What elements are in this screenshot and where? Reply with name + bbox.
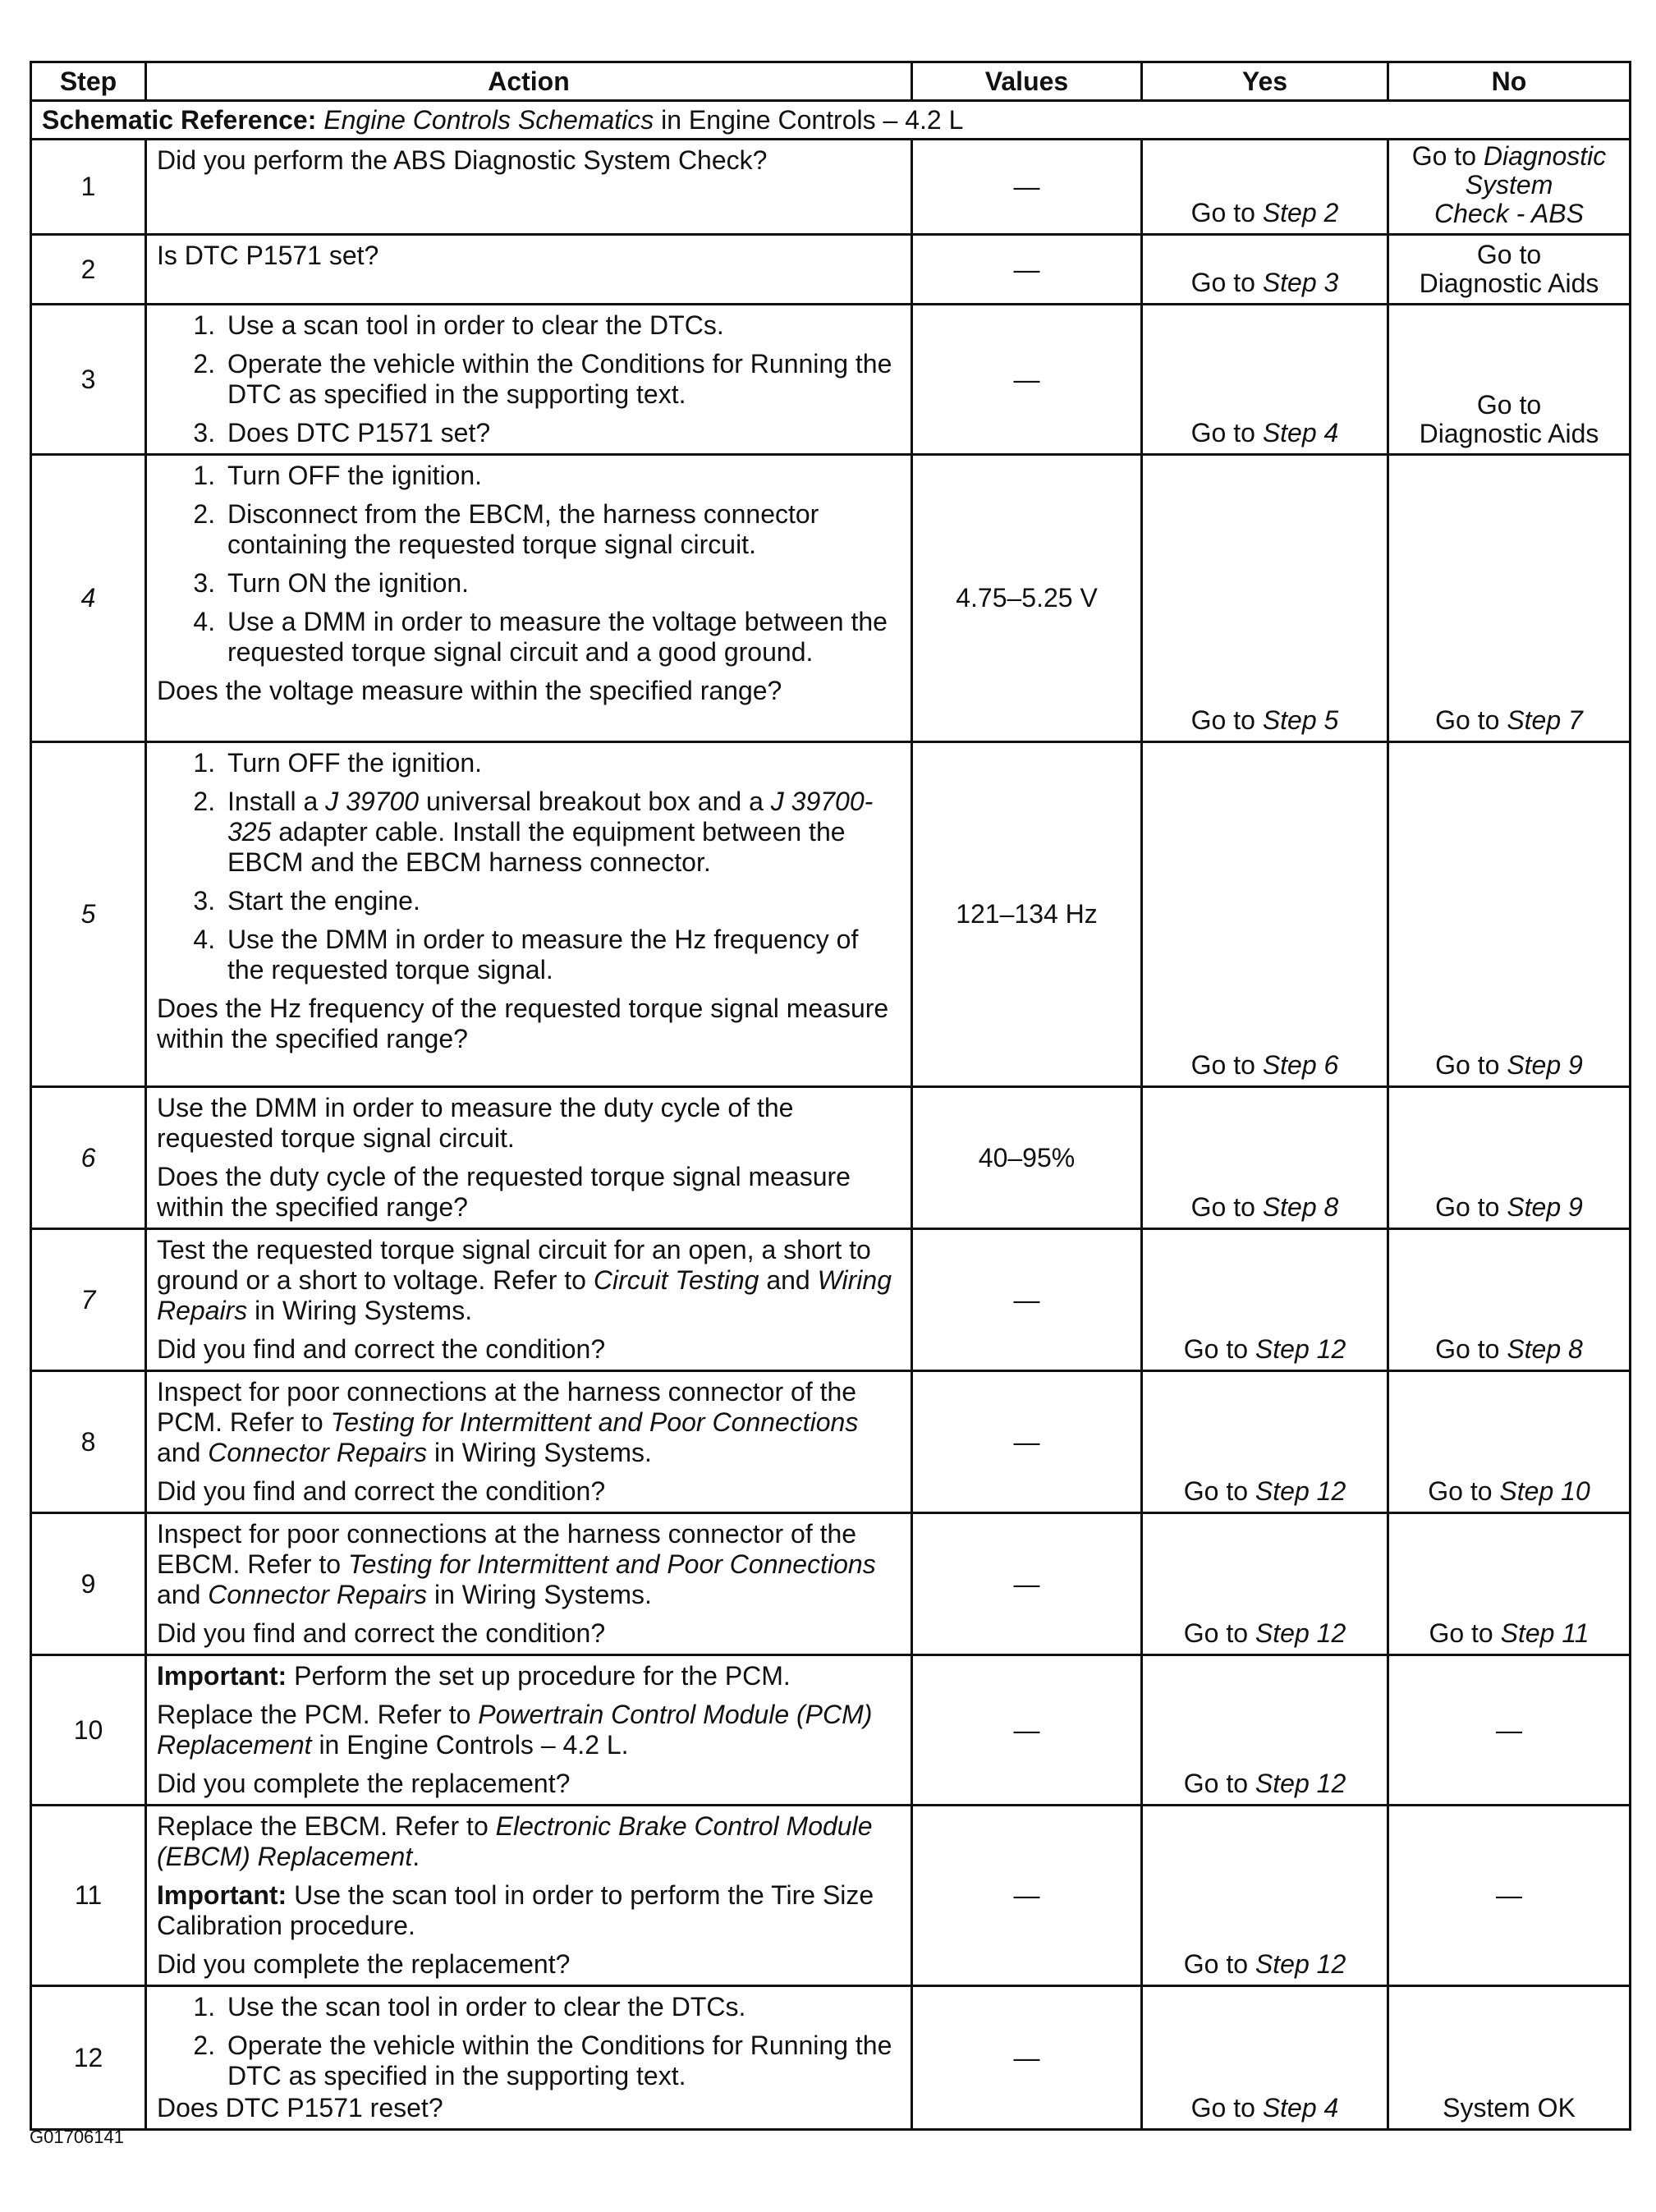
reference-link[interactable]: Testing for Intermittent and Poor Connections (330, 1407, 859, 1437)
values-cell: — (912, 1229, 1142, 1371)
instruction-text: Use the DMM in order to measure the duty cycle of the requested torque signal circuit. (157, 1093, 794, 1153)
list-item: 3. Start the engine. (222, 886, 901, 916)
instruction-text: Inspect for poor connections at the harness connector of the EBCM. Refer to Testing for Intermittent and Poor Connections and Connector Repairs in Wiring Systems. (157, 1519, 876, 1609)
tool-ref: J 39700 (325, 787, 420, 816)
step-number: 4 (31, 455, 146, 742)
figure-id: G01706141 (30, 2127, 124, 2147)
values-cell: — (912, 140, 1142, 235)
yes-cell: Go to Step 6 (1142, 742, 1388, 1087)
step-number: 12 (31, 1986, 146, 2130)
yes-cell: Go to Step 12 (1142, 1371, 1388, 1513)
table-row (31, 742, 1631, 1087)
no-cell: — (1388, 1655, 1631, 1806)
question-text: Does DTC P1571 reset? (157, 2093, 443, 2123)
values-cell: 40–95% (912, 1087, 1142, 1229)
step-link[interactable]: Step 2 (1262, 198, 1339, 227)
list-item: 1. Use a scan tool in order to clear the DTCs. (222, 310, 901, 341)
tool-ref: J 39700-325 (227, 787, 874, 847)
values-cell: — (912, 1655, 1142, 1806)
list-item: 1. Use the scan tool in order to clear the DTCs. (222, 1992, 901, 2022)
step-link[interactable]: Step 8 (1262, 1192, 1339, 1222)
reference-link[interactable]: Connector Repairs (208, 1580, 428, 1609)
yes-cell: Go to Step 3 (1142, 235, 1388, 305)
question-text: Does the voltage measure within the specified range? (157, 676, 782, 705)
table-row (31, 455, 1631, 742)
no-cell: Go to Step 9 (1388, 1087, 1631, 1229)
list-item: 1. Turn OFF the ignition. (222, 461, 901, 491)
list-item: 3. Does DTC P1571 set? (222, 418, 901, 448)
action-cell (146, 742, 912, 1087)
yes-cell: Go to Step 12 (1142, 1806, 1388, 1986)
table-row (31, 1806, 1631, 1986)
step-link[interactable]: Step 4 (1262, 418, 1339, 447)
yes-cell: Go to Step 4 (1142, 305, 1388, 455)
action-cell (146, 455, 912, 742)
schematic-reference-link[interactable]: Engine Controls Schematics (323, 104, 654, 135)
diagnostic-aids-link[interactable]: Diagnostic Aids (1419, 268, 1599, 298)
yes-cell: Go to Step 8 (1142, 1087, 1388, 1229)
step-link[interactable]: Step 3 (1262, 268, 1339, 297)
list-item: 2. Disconnect from the EBCM, the harness connector containing the requested torque signal circuit. (222, 499, 901, 560)
action-cell (146, 1986, 912, 2130)
action-cell (146, 1513, 912, 1655)
action-cell: Did you perform the ABS Diagnostic System Check? (146, 140, 912, 235)
no-cell: Go to Step 7 (1388, 455, 1631, 742)
schematic-reference: Schematic Reference: Engine Controls Schematics in Engine Controls – 4.2 L (31, 101, 1631, 140)
action-cell (146, 1371, 912, 1513)
instruction-text: Inspect for poor connections at the harness connector of the PCM. Refer to Testing for Intermittent and Poor Connections and Connector Repairs in Wiring Systems. (157, 1377, 859, 1467)
no-cell: System OK (1388, 1986, 1631, 2130)
instruction-list (157, 748, 901, 985)
table-row (31, 1087, 1631, 1229)
action-cell (146, 1806, 912, 1986)
table-row (31, 305, 1631, 455)
reference-link[interactable]: Circuit Testing (593, 1265, 759, 1295)
step-number: 5 (31, 742, 146, 1087)
action-cell (146, 1655, 912, 1806)
yes-cell: Go to Step 4 (1142, 1986, 1388, 2130)
step-link[interactable]: Step 9 (1507, 1192, 1583, 1222)
step-number: 8 (31, 1371, 146, 1513)
instruction-list (157, 310, 901, 448)
question-text: Did you find and correct the condition? (157, 1334, 606, 1364)
diagnostic-check-link[interactable]: Diagnostic (1483, 141, 1607, 171)
values-cell: 121–134 Hz (912, 742, 1142, 1087)
step-link[interactable]: Step 12 (1255, 1334, 1346, 1364)
table-row (31, 1655, 1631, 1806)
step-number: 6 (31, 1087, 146, 1229)
step-link[interactable]: Step 11 (1500, 1618, 1589, 1648)
no-cell: Go to Diagnostic Aids (1388, 235, 1631, 305)
yes-cell: Go to Step 12 (1142, 1655, 1388, 1806)
schematic-reference-row (31, 101, 1631, 140)
step-link[interactable]: Step 8 (1507, 1334, 1583, 1364)
list-item: 4. Use a DMM in order to measure the voltage between the requested torque signal circuit and a good ground. (222, 607, 901, 668)
step-link[interactable]: Step 5 (1262, 705, 1339, 735)
instruction-text: Replace the PCM. Refer to Powertrain Control Module (PCM) Replacement in Engine Controls – 4.2 L. (157, 1700, 873, 1760)
instruction-text: Test the requested torque signal circuit for an open, a short to ground or a short to voltage. Refer to Circuit Testing and Wiring Repairs in Wiring Systems. (157, 1235, 892, 1325)
table-row (31, 1986, 1631, 2130)
instruction-text: Replace the EBCM. Refer to Electronic Brake Control Module (EBCM) Replacement. (157, 1811, 873, 1871)
list-item: 2. Operate the vehicle within the Conditions for Running the DTC as specified in the supporting text. (222, 349, 901, 410)
no-cell: — (1388, 1806, 1631, 1986)
step-number: 11 (31, 1806, 146, 1986)
step-number: 1 (31, 140, 146, 235)
important-note: Important: Perform the set up procedure for the PCM. (157, 1661, 791, 1691)
diagnostic-aids-link[interactable]: Diagnostic Aids (1419, 419, 1599, 448)
header-row (31, 62, 1631, 101)
step-link[interactable]: Step 9 (1507, 1050, 1583, 1080)
question-text: Does the duty cycle of the requested torque signal measure within the specified range? (157, 1162, 851, 1222)
yes-cell: Go to Step 2 (1142, 140, 1388, 235)
list-item: 2. Operate the vehicle within the Conditions for Running the DTC as specified in the supporting text. (222, 2031, 901, 2091)
header-no: No (1388, 62, 1631, 101)
step-number: 7 (31, 1229, 146, 1371)
reference-link[interactable]: Electronic Brake Control Module (EBCM) Replacement (157, 1811, 873, 1871)
list-item: 1. Turn OFF the ignition. (222, 748, 901, 778)
action-cell (146, 1087, 912, 1229)
list-item: 2. Install a J 39700 universal breakout box and a J 39700-325 adapter cable. Install the equipment between the EBCM and the EBCM harness connector. (222, 787, 901, 878)
instruction-list (157, 1992, 901, 2091)
step-link[interactable]: Step 12 (1255, 1949, 1346, 1979)
question-text: Did you complete the replacement? (157, 1769, 571, 1798)
table-row (31, 235, 1631, 305)
header-values: Values (912, 62, 1142, 101)
step-link[interactable]: Step 6 (1262, 1050, 1339, 1080)
question-text: Did you complete the replacement? (157, 1949, 571, 1979)
no-cell: Go to Diagnostic Aids (1388, 305, 1631, 455)
yes-cell: Go to Step 12 (1142, 1229, 1388, 1371)
no-cell: Go to Step 11 (1388, 1513, 1631, 1655)
step-link[interactable]: Step 10 (1499, 1476, 1590, 1506)
diagnostic-table (30, 61, 1631, 2131)
header-action: Action (146, 62, 912, 101)
reference-link[interactable]: Connector Repairs (208, 1438, 428, 1467)
table-row (31, 1371, 1631, 1513)
reference-link[interactable]: Powertrain Control Module (PCM) Replacement (157, 1700, 873, 1760)
table-row (31, 1229, 1631, 1371)
table-row (31, 140, 1631, 235)
header-step: Step (31, 62, 146, 101)
reference-link[interactable]: Testing for Intermittent and Poor Connections (347, 1549, 876, 1579)
values-cell: — (912, 1806, 1142, 1986)
question-text: Did you find and correct the condition? (157, 1476, 606, 1506)
reference-link[interactable]: Wiring Repairs (157, 1265, 892, 1325)
important-note: Important: Use the scan tool in order to perform the Tire Size Calibration procedure. (157, 1880, 874, 1940)
list-item: 4. Use the DMM in order to measure the Hz frequency of the requested torque signal. (222, 925, 901, 985)
yes-cell: Go to Step 5 (1142, 455, 1388, 742)
yes-cell: Go to Step 12 (1142, 1513, 1388, 1655)
no-cell: Go to Diagnostic System Check - ABS (1388, 140, 1631, 235)
step-link[interactable]: Step 12 (1255, 1618, 1346, 1648)
values-cell: 4.75–5.25 V (912, 455, 1142, 742)
step-link[interactable]: Step 12 (1255, 1476, 1346, 1506)
question-text: Did you find and correct the condition? (157, 1618, 606, 1648)
step-link[interactable]: Step 4 (1262, 2093, 1339, 2123)
action-cell (146, 1229, 912, 1371)
values-cell: — (912, 235, 1142, 305)
no-cell: Go to Step 8 (1388, 1229, 1631, 1371)
step-number: 9 (31, 1513, 146, 1655)
header-yes: Yes (1142, 62, 1388, 101)
action-cell (146, 305, 912, 455)
values-cell: — (912, 1513, 1142, 1655)
list-item: 3. Turn ON the ignition. (222, 568, 901, 599)
values-cell: — (912, 1371, 1142, 1513)
values-cell: — (912, 305, 1142, 455)
step-number: 2 (31, 235, 146, 305)
no-cell: Go to Step 10 (1388, 1371, 1631, 1513)
step-number: 10 (31, 1655, 146, 1806)
values-cell: — (912, 1986, 1142, 2130)
step-link[interactable]: Step 7 (1507, 705, 1583, 735)
table-row (31, 1513, 1631, 1655)
question-text: Does the Hz frequency of the requested torque signal measure within the specified range? (157, 994, 889, 1053)
no-cell: Go to Step 9 (1388, 742, 1631, 1087)
step-link[interactable]: Step 12 (1255, 1769, 1346, 1798)
action-cell: Is DTC P1571 set? (146, 235, 912, 305)
instruction-list (157, 461, 901, 668)
step-number: 3 (31, 305, 146, 455)
